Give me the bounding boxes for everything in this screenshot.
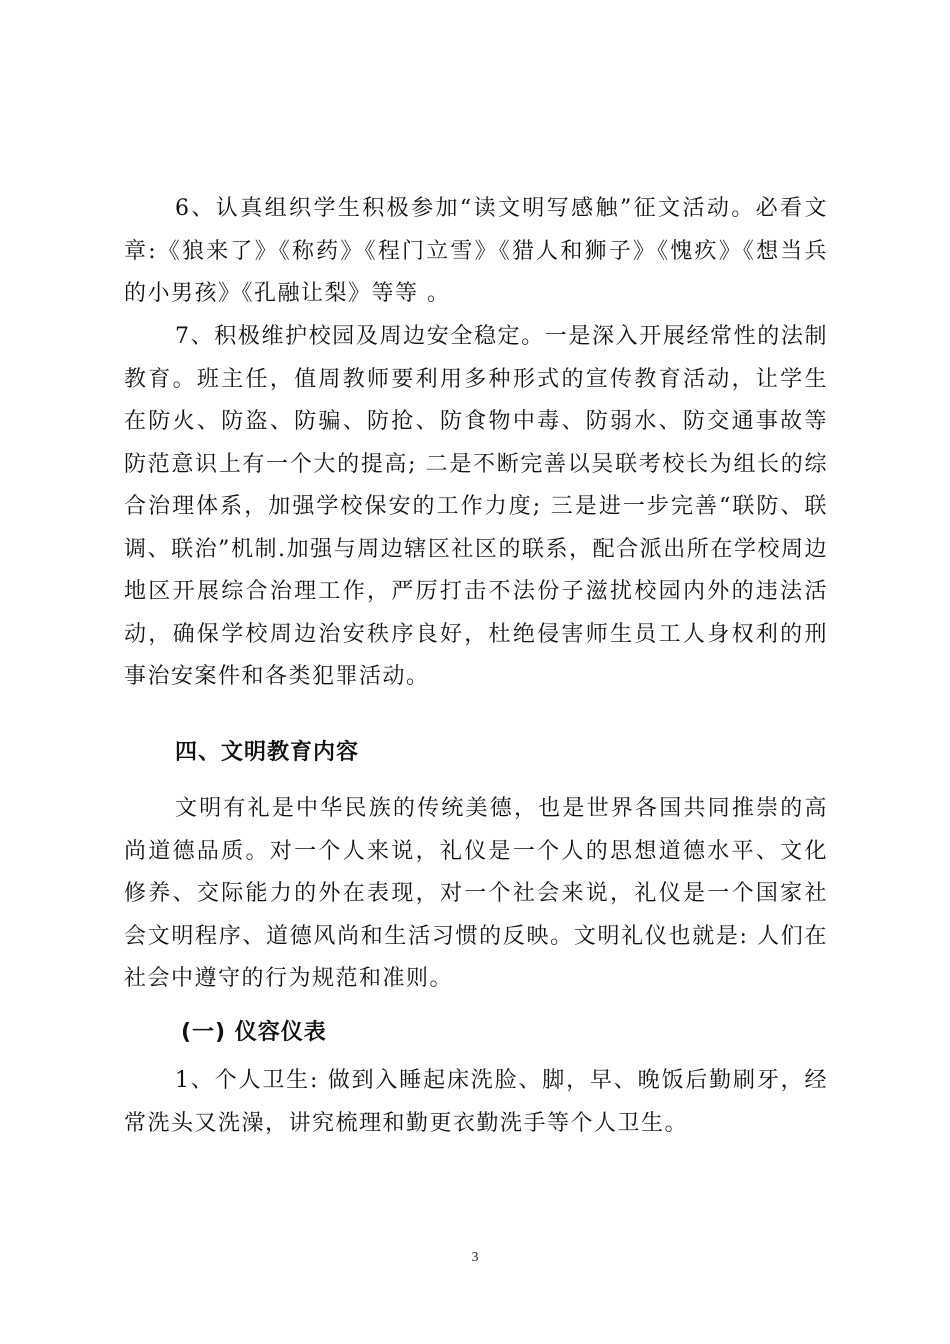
section-heading: 四、文明教育内容 (175, 740, 360, 765)
paragraph-campus-safety: 7、积极维护校园及周边安全稳定。一是深入开展经常性的法制教育。班主任，值周教师要利用多种形式的宣传教育活动，让学生在防火、防盗、防骗、防抢、防食物中毒、防弱水、防交通事故等防范意识上有一个大的提高; 二是不断完善以吴联考校长为组长的综合治理体系，加强学校保安的工作力度; 三是进一步完善“联防、联调、联治”机制.加强与周边辖区社区的联系，配合派出所在学校周边地区开展综合治理工作，严厉打击不法份子滋扰校园内外的违法活动，确保学校周边治安秩序良好，杜绝侵害师生员工人身权利的刑事治安案件和各类犯罪活动。 (124, 324, 828, 689)
paragraph-civility-intro: 文明有礼是中华民族的传统美德，也是世界各国共同推崇的高尚道德品质。对一个人来说，礼仪是一个人的思想道德水平、文化修养、交际能力的外在表现，对一个社会来说，礼仪是一个国家社会文明程序、道德风尚和生活习惯的反映。文明礼仪也就是: 人们在社会中遵守的行为规范和准则。 (124, 796, 828, 991)
subsection-heading: (一) 仪容仪表 (181, 1020, 327, 1045)
paragraph-personal-hygiene: 1、个人卫生: 做到入睡起床洗脸、脚，早、晚饭后勤刷牙，经常洗头又洗澡，讲究梳理和勤更衣勤洗手等个人卫生。 (124, 1068, 828, 1136)
paragraph-essay-activity: 6、认真组织学生积极参加“读文明写感触”征文活动。必看文章:《狼来了》《称药》《程门立雪》《猎人和狮子》《愧疚》《想当兵的小男孩》《孔融让梨》等等 。 (124, 196, 828, 306)
page-number: 3 (471, 1250, 479, 1265)
